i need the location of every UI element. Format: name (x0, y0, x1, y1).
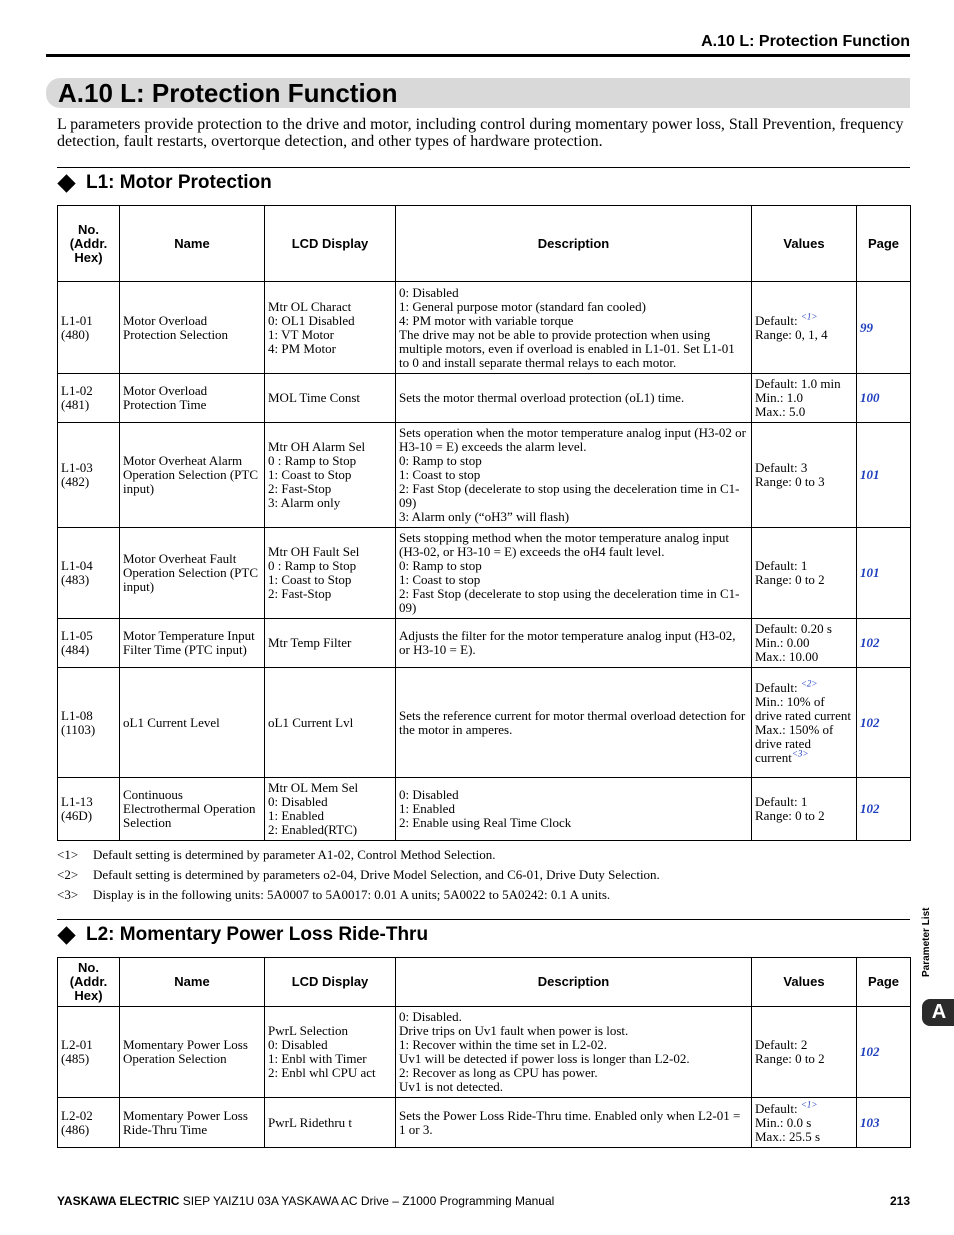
col-header-values: Values (752, 958, 857, 1007)
param-number: L1-01 (480) (58, 282, 120, 374)
page-link[interactable]: 101 (857, 423, 911, 528)
table-header-row (58, 958, 911, 1007)
footnote-3: <3> Display is in the following units: 5A0007 to 5A0017: 0.01 A units; 5A0022 to 5A0242: 0.1 A units. (57, 887, 611, 902)
page-link[interactable]: 102 (857, 778, 911, 841)
footnote-ref-link[interactable]: <1> (800, 1099, 818, 1110)
param-description: 0: Disabled 1: General purpose motor (standard fan cooled) 4: PM motor with variable torque The drive may not be able to provide protection when using multiple motors, even if overload is enabled in L1-01. Set L1-01 to 0 and install separate thermal relays to each motor. (396, 282, 752, 374)
param-description: Sets the Power Loss Ride-Thru time. Enabled only when L2-01 = 1 or 3. (396, 1098, 752, 1148)
col-header-lcd: LCD Display (265, 206, 396, 282)
table-row (58, 423, 911, 528)
lcd-display: Mtr Temp Filter (265, 619, 396, 668)
diamond-bullet-icon (57, 926, 75, 944)
col-header-lcd: LCD Display (265, 958, 396, 1007)
table-row (58, 528, 911, 619)
l2-heading-text: L2: Momentary Power Loss Ride-Thru (86, 924, 429, 945)
page-link[interactable]: 102 (857, 1007, 911, 1098)
lcd-display: Mtr OH Fault Sel 0 : Ramp to Stop 1: Coast to Stop 2: Fast-Stop (265, 528, 396, 619)
page-link[interactable]: 99 (857, 282, 911, 374)
table-row (58, 619, 911, 668)
side-tab-label: Parameter List (921, 907, 932, 977)
param-number: L1-04 (483) (58, 528, 120, 619)
param-description: Sets stopping method when the motor temperature analog input (H3-02, or H3-10 = E) exceeds the oH4 fault level. 0: Ramp to stop 1: Coast to stop 2: Fast Stop (decelerate to stop using the deceleration time in C1-09) (396, 528, 752, 619)
table-header-row (58, 206, 911, 282)
lcd-display: Mtr OH Alarm Sel 0 : Ramp to Stop 1: Coast to Stop 2: Fast-Stop 3: Alarm only (265, 423, 396, 528)
col-header-no: No. (Addr. Hex) (58, 958, 120, 1007)
page-link[interactable]: 103 (857, 1098, 911, 1148)
intro-paragraph: L parameters provide protection to the drive and motor, including control during momentary power loss, Stall Prevention, frequency detection, fault restarts, overtorque detection, and other types of hardware protection. (57, 116, 904, 150)
param-description: Sets the motor thermal overload protection (oL1) time. (396, 374, 752, 423)
param-number: L1-03 (482) (58, 423, 120, 528)
param-number: L1-13 (46D) (58, 778, 120, 841)
param-name: Continuous Electrothermal Operation Selection (120, 778, 265, 841)
param-values: Default: $^{<2>}$ Min.: 10% of drive rated current Max.: 150% of drive rated current$^{<3>}$ (752, 668, 857, 778)
lcd-display: Mtr OL Mem Sel 0: Disabled 1: Enabled 2: Enabled(RTC) (265, 778, 396, 841)
param-name: Motor Overload Protection Time (120, 374, 265, 423)
l2-parameter-table (57, 957, 911, 1148)
lcd-display: Mtr OL Charact 0: OL1 Disabled 1: VT Motor 4: PM Motor (265, 282, 396, 374)
param-values: Default: 1.0 min Min.: 1.0 Max.: 5.0 (752, 374, 857, 423)
footnote-ref-link[interactable]: <3> (791, 748, 809, 759)
param-description: Sets operation when the motor temperature analog input (H3-02 or H3-10 = E) exceeds the alarm level. 0: Ramp to stop 1: Coast to stop 2: Fast Stop (decelerate to stop using the deceleration time in C1-09) 3: Alarm only (“oH3” will flash) (396, 423, 752, 528)
footnote-2: <2> Default setting is determined by parameters o2-04, Drive Model Selection, and C6-01, Drive Duty Selection. (57, 867, 660, 882)
param-number: L2-01 (485) (58, 1007, 120, 1098)
param-name: Motor Overheat Fault Operation Selection (PTC input) (120, 528, 265, 619)
divider-l1 (57, 167, 910, 168)
param-values: Default: 3 Range: 0 to 3 (752, 423, 857, 528)
param-description: 0: Disabled 1: Enabled 2: Enable using Real Time Clock (396, 778, 752, 841)
l1-heading (57, 172, 272, 194)
diamond-bullet-icon (57, 174, 75, 192)
param-description: Sets the reference current for motor thermal overload detection for the motor in amperes. (396, 668, 752, 778)
param-number: L2-02 (486) (58, 1098, 120, 1148)
lcd-display: PwrL Selection 0: Disabled 1: Enbl with Timer 2: Enbl whl CPU act (265, 1007, 396, 1098)
page-footer (57, 1194, 910, 1208)
param-description: Adjusts the filter for the motor temperature analog input (H3-02, or H3-10 = E). (396, 619, 752, 668)
section-title: A.10 L: Protection Function (58, 78, 398, 108)
page-link[interactable]: 102 (857, 619, 911, 668)
col-header-name: Name (120, 206, 265, 282)
footnote-ref-link[interactable]: <1> (800, 311, 818, 322)
param-name: oL1 Current Level (120, 668, 265, 778)
param-values: Default: 0.20 s Min.: 0.00 Max.: 10.00 (752, 619, 857, 668)
appendix-badge[interactable]: A (922, 999, 954, 1026)
param-name: Motor Overheat Alarm Operation Selection (PTC input) (120, 423, 265, 528)
l1-parameter-table (57, 205, 911, 841)
footnote-1: <1> Default setting is determined by parameter A1-02, Control Method Selection. (57, 847, 496, 862)
lcd-display: MOL Time Const (265, 374, 396, 423)
col-header-name: Name (120, 958, 265, 1007)
param-values: Default: $^{<1>}$ Min.: 0.0 s Max.: 25.5 s (752, 1098, 857, 1148)
param-description: 0: Disabled. Drive trips on Uv1 fault when power is lost. 1: Recover within the time set in L2-02. Uv1 will be detected if power loss is longer than L2-02. 2: Recover as long as CPU has power. Uv1 is not detected. (396, 1007, 752, 1098)
param-name: Momentary Power Loss Ride-Thru Time (120, 1098, 265, 1148)
col-header-page: Page (857, 958, 911, 1007)
col-header-page: Page (857, 206, 911, 282)
footer-doc-title: SIEP YAIZ1U 03A YASKAWA AC Drive – Z1000 Programming Manual (179, 1194, 555, 1208)
divider-l2 (57, 919, 910, 920)
param-number: L1-02 (481) (58, 374, 120, 423)
col-header-no: No. (Addr. Hex) (58, 206, 120, 282)
lcd-display: oL1 Current Lvl (265, 668, 396, 778)
param-number: L1-08 (1103) (58, 668, 120, 778)
page-link[interactable]: 102 (857, 668, 911, 778)
page-link[interactable]: 100 (857, 374, 911, 423)
table-row (58, 1098, 911, 1148)
running-header-title: A.10 L: Protection Function (701, 33, 910, 50)
footer-doc-info (57, 1194, 554, 1208)
table-row (58, 778, 911, 841)
param-values: Default: 2 Range: 0 to 2 (752, 1007, 857, 1098)
header-rule (46, 54, 910, 57)
param-name: Motor Temperature Input Filter Time (PTC input) (120, 619, 265, 668)
page-link[interactable]: 101 (857, 528, 911, 619)
param-values: Default: 1 Range: 0 to 2 (752, 528, 857, 619)
param-number: L1-05 (484) (58, 619, 120, 668)
param-name: Momentary Power Loss Operation Selection (120, 1007, 265, 1098)
table-row (58, 282, 911, 374)
col-header-description: Description (396, 206, 752, 282)
col-header-values: Values (752, 206, 857, 282)
param-values: Default: $^{<1>}$ Range: 0, 1, 4 (752, 282, 857, 374)
table-row (58, 668, 911, 778)
table-row (58, 1007, 911, 1098)
param-values: Default: 1 Range: 0 to 2 (752, 778, 857, 841)
col-header-description: Description (396, 958, 752, 1007)
l1-heading-text: L1: Motor Protection (86, 172, 272, 193)
footnote-ref-link[interactable]: <2> (800, 678, 818, 689)
table-row (58, 374, 911, 423)
param-name: Motor Overload Protection Selection (120, 282, 265, 374)
lcd-display: PwrL Ridethru t (265, 1098, 396, 1148)
page-number: 213 (889, 1194, 910, 1208)
footer-brand: YASKAWA ELECTRIC (57, 1194, 180, 1208)
l2-heading (57, 924, 428, 946)
